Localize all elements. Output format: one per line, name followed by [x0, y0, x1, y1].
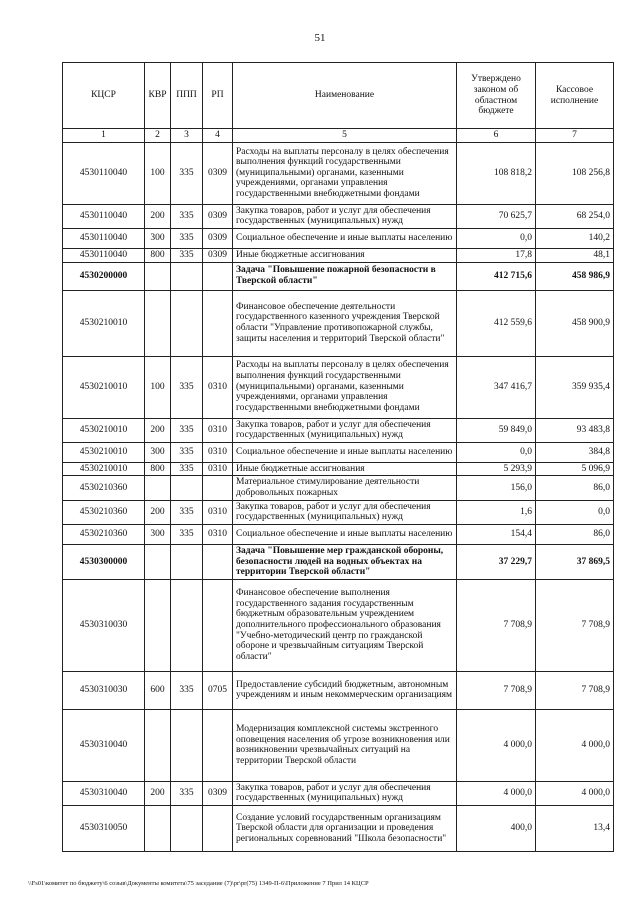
table-row — [63, 462, 614, 476]
cell-ppp: 335 — [171, 228, 203, 248]
cell-kvr: 200 — [145, 500, 171, 524]
cell-approved: 108 818,2 — [457, 142, 536, 204]
cell-kcsr: 4530310030 — [63, 579, 145, 671]
cell-kvr: 200 — [145, 418, 171, 442]
table-row — [63, 500, 614, 524]
cell-kvr — [145, 579, 171, 671]
cell-approved: 17,8 — [457, 248, 536, 262]
cell-name: Финансовое обеспечение выполнения государственного задания государственным бюджетным образовательным учреждением дополнительного профессионального образования "Учебно-методический центр по гражданской обороне и чрезвычайным ситуациям Тверской области" — [233, 579, 457, 671]
cell-executed: 359 935,4 — [536, 356, 614, 418]
cell-kvr — [145, 806, 171, 852]
cell-rp — [203, 290, 233, 356]
cell-kvr: 800 — [145, 462, 171, 476]
cell-kvr: 600 — [145, 671, 171, 709]
cell-approved: 1,6 — [457, 500, 536, 524]
cell-name: Создание условий государственным организациям Тверской области для организации и проведения региональных соревнований "Школа безопасности" — [233, 806, 457, 852]
cell-name: Задача "Повышение пожарной безопасности в Тверской области" — [233, 262, 457, 290]
cell-kvr: 300 — [145, 442, 171, 462]
cell-rp — [203, 806, 233, 852]
cell-rp — [203, 579, 233, 671]
cell-kvr — [145, 262, 171, 290]
cell-kvr: 300 — [145, 228, 171, 248]
column-number: 6 — [457, 129, 536, 143]
cell-executed: 458 986,9 — [536, 262, 614, 290]
cell-executed: 108 256,8 — [536, 142, 614, 204]
cell-executed: 13,4 — [536, 806, 614, 852]
cell-kcsr: 4530110040 — [63, 142, 145, 204]
cell-approved: 37 229,7 — [457, 544, 536, 579]
header-name: Наименование — [233, 63, 457, 129]
header-rp: РП — [203, 63, 233, 129]
header-ppp: ППП — [171, 63, 203, 129]
cell-approved: 154,4 — [457, 524, 536, 544]
cell-name: Иные бюджетные ассигнования — [233, 462, 457, 476]
cell-kvr — [145, 476, 171, 500]
cell-name: Социальное обеспечение и иные выплаты населению — [233, 228, 457, 248]
cell-approved: 7 708,9 — [457, 671, 536, 709]
cell-kcsr: 4530210010 — [63, 290, 145, 356]
cell-approved: 59 849,0 — [457, 418, 536, 442]
cell-kcsr: 4530210010 — [63, 442, 145, 462]
cell-rp — [203, 544, 233, 579]
cell-name: Предоставление субсидий бюджетным, автономным учреждениям и иным некоммерческим организациям — [233, 671, 457, 709]
cell-kcsr: 4530200000 — [63, 262, 145, 290]
cell-executed: 140,2 — [536, 228, 614, 248]
table-row — [63, 671, 614, 709]
cell-name: Модернизация комплексной системы экстренного оповещения населения об угрозе возникновения или возникновении чрезвычайных ситуаций на территории Тверской области — [233, 709, 457, 781]
cell-kcsr: 4530310030 — [63, 671, 145, 709]
cell-executed: 68 254,0 — [536, 204, 614, 228]
table-row — [63, 579, 614, 671]
cell-rp: 0309 — [203, 781, 233, 805]
cell-name: Финансовое обеспечение деятельности государственного казенного учреждения Тверской области "Управление противопожарной службы, защиты населения и территорий Тверской области" — [233, 290, 457, 356]
cell-name: Социальное обеспечение и иные выплаты населению — [233, 524, 457, 544]
cell-ppp: 335 — [171, 204, 203, 228]
cell-name: Закупка товаров, работ и услуг для обеспечения государственных (муниципальных) нужд — [233, 418, 457, 442]
cell-kcsr: 4530300000 — [63, 544, 145, 579]
cell-kvr — [145, 544, 171, 579]
cell-kcsr: 4530110040 — [63, 228, 145, 248]
table-row — [63, 476, 614, 500]
cell-executed: 86,0 — [536, 476, 614, 500]
cell-kvr: 300 — [145, 524, 171, 544]
cell-executed: 384,8 — [536, 442, 614, 462]
cell-approved: 156,0 — [457, 476, 536, 500]
cell-kcsr: 4530210360 — [63, 524, 145, 544]
cell-approved: 412 559,6 — [457, 290, 536, 356]
cell-name: Социальное обеспечение и иные выплаты населению — [233, 442, 457, 462]
cell-ppp — [171, 579, 203, 671]
cell-approved: 4 000,0 — [457, 709, 536, 781]
cell-ppp: 335 — [171, 671, 203, 709]
cell-rp: 0310 — [203, 418, 233, 442]
cell-ppp: 335 — [171, 248, 203, 262]
cell-executed: 93 483,8 — [536, 418, 614, 442]
cell-kcsr: 4530310040 — [63, 709, 145, 781]
cell-rp: 0309 — [203, 142, 233, 204]
cell-rp: 0310 — [203, 462, 233, 476]
cell-approved: 70 625,7 — [457, 204, 536, 228]
cell-executed: 7 708,9 — [536, 579, 614, 671]
cell-approved: 5 293,9 — [457, 462, 536, 476]
cell-ppp — [171, 290, 203, 356]
cell-kcsr: 4530110040 — [63, 204, 145, 228]
table-row — [63, 290, 614, 356]
cell-kvr: 800 — [145, 248, 171, 262]
header-executed: Кассовое исполнение — [536, 63, 614, 129]
cell-kvr: 200 — [145, 204, 171, 228]
cell-rp: 0309 — [203, 248, 233, 262]
cell-approved: 400,0 — [457, 806, 536, 852]
cell-rp: 0705 — [203, 671, 233, 709]
table-row — [63, 248, 614, 262]
cell-approved: 412 715,6 — [457, 262, 536, 290]
cell-rp: 0310 — [203, 356, 233, 418]
column-number: 4 — [203, 129, 233, 143]
cell-kcsr: 4530110040 — [63, 248, 145, 262]
cell-ppp — [171, 806, 203, 852]
cell-ppp: 335 — [171, 356, 203, 418]
cell-ppp: 335 — [171, 462, 203, 476]
cell-ppp — [171, 544, 203, 579]
table-row — [63, 524, 614, 544]
column-number: 5 — [233, 129, 457, 143]
cell-name: Материальное стимулирование деятельности добровольных пожарных — [233, 476, 457, 500]
cell-executed: 4 000,0 — [536, 781, 614, 805]
header-row — [63, 63, 614, 129]
cell-ppp: 335 — [171, 524, 203, 544]
cell-executed: 48,1 — [536, 248, 614, 262]
cell-rp — [203, 476, 233, 500]
cell-name: Расходы на выплаты персоналу в целях обеспечения выполнения функций государственными (муниципальными) органами, казенными учреждениями, органами управления государственными внебюджетными фондами — [233, 356, 457, 418]
cell-kvr — [145, 709, 171, 781]
cell-executed: 37 869,5 — [536, 544, 614, 579]
budget-table — [62, 62, 614, 852]
cell-kvr: 100 — [145, 142, 171, 204]
cell-kcsr: 4530210010 — [63, 462, 145, 476]
cell-approved: 4 000,0 — [457, 781, 536, 805]
cell-rp: 0309 — [203, 228, 233, 248]
cell-kcsr: 4530210360 — [63, 500, 145, 524]
cell-rp: 0310 — [203, 442, 233, 462]
cell-ppp: 335 — [171, 781, 203, 805]
table-row — [63, 204, 614, 228]
cell-approved: 347 416,7 — [457, 356, 536, 418]
table-row — [63, 781, 614, 805]
cell-rp: 0310 — [203, 500, 233, 524]
header-approved: Утверждено законом об областном бюджете — [457, 63, 536, 129]
cell-executed: 0,0 — [536, 500, 614, 524]
cell-rp: 0310 — [203, 524, 233, 544]
table-body — [63, 142, 614, 851]
column-number: 3 — [171, 129, 203, 143]
page-number: 51 — [314, 32, 326, 44]
cell-name: Закупка товаров, работ и услуг для обеспечения государственных (муниципальных) нужд — [233, 781, 457, 805]
cell-ppp — [171, 709, 203, 781]
cell-name: Расходы на выплаты персоналу в целях обеспечения выполнения функций государственными (муниципальными) органами, казенными учреждениями, органами управления государственными внебюджетными фондами — [233, 142, 457, 204]
cell-kcsr: 4530210010 — [63, 418, 145, 442]
cell-approved: 0,0 — [457, 442, 536, 462]
cell-name: Закупка товаров, работ и услуг для обеспечения государственных (муниципальных) нужд — [233, 204, 457, 228]
cell-rp — [203, 709, 233, 781]
table-row — [63, 356, 614, 418]
cell-kcsr: 4530310050 — [63, 806, 145, 852]
cell-executed: 7 708,9 — [536, 671, 614, 709]
table-row — [63, 806, 614, 852]
cell-kvr: 100 — [145, 356, 171, 418]
file-path-footer: \\Fs01\комитет по бюджету\6 созыв\Документы комитета\75 заседание (7)\pr\pr(75) 1349-П-6\Приложение 7 Прил 14 КЦСР — [28, 880, 369, 887]
table-row — [63, 228, 614, 248]
column-number: 1 — [63, 129, 145, 143]
cell-name: Иные бюджетные ассигнования — [233, 248, 457, 262]
cell-approved: 0,0 — [457, 228, 536, 248]
cell-kcsr: 4530210010 — [63, 356, 145, 418]
table-row — [63, 709, 614, 781]
cell-rp — [203, 262, 233, 290]
header-kcsr: КЦСР — [63, 63, 145, 129]
cell-ppp: 335 — [171, 418, 203, 442]
cell-executed: 458 900,9 — [536, 290, 614, 356]
cell-ppp: 335 — [171, 142, 203, 204]
cell-approved: 7 708,9 — [457, 579, 536, 671]
cell-ppp — [171, 476, 203, 500]
cell-name: Задача "Повышение мер гражданской обороны, безопасности людей на водных объектах на территории Тверской области" — [233, 544, 457, 579]
column-number: 7 — [536, 129, 614, 143]
table-row — [63, 142, 614, 204]
cell-rp: 0309 — [203, 204, 233, 228]
cell-ppp: 335 — [171, 442, 203, 462]
cell-ppp — [171, 262, 203, 290]
cell-kvr: 200 — [145, 781, 171, 805]
table-row — [63, 442, 614, 462]
cell-kcsr: 4530210360 — [63, 476, 145, 500]
column-number-row — [63, 129, 614, 143]
cell-executed: 86,0 — [536, 524, 614, 544]
table-row — [63, 544, 614, 579]
table-row — [63, 262, 614, 290]
table-row — [63, 418, 614, 442]
cell-name: Закупка товаров, работ и услуг для обеспечения государственных (муниципальных) нужд — [233, 500, 457, 524]
cell-executed: 4 000,0 — [536, 709, 614, 781]
cell-kvr — [145, 290, 171, 356]
cell-kcsr: 4530310040 — [63, 781, 145, 805]
header-kvr: КВР — [145, 63, 171, 129]
cell-executed: 5 096,9 — [536, 462, 614, 476]
cell-ppp: 335 — [171, 500, 203, 524]
column-number: 2 — [145, 129, 171, 143]
